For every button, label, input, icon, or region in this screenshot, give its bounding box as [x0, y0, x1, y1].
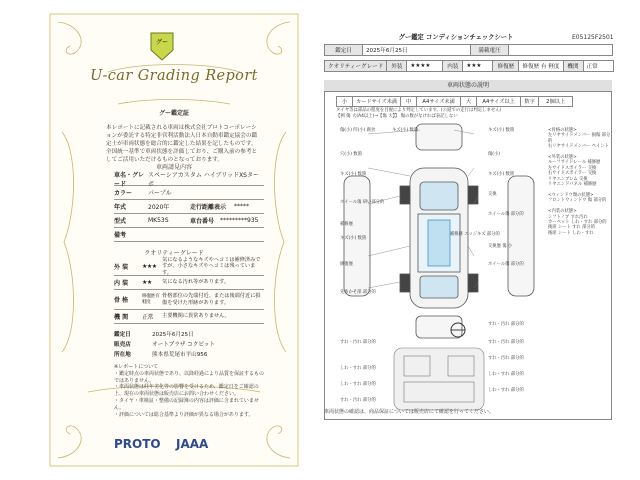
- damage-callout: しわ・すれ 部分的: [340, 366, 376, 371]
- sheet-footer-note: 車両状態の確認は、商品保証については販売店にて確認を行ってください。: [324, 409, 494, 415]
- frame-value: 修復歴 有 軽度: [519, 61, 563, 72]
- proto-logo: PROTO: [114, 437, 161, 451]
- grade-label: 骨 格: [114, 297, 129, 304]
- vehicle-row-model: [114, 214, 264, 228]
- damage-callout: 交換歴 傷 小: [488, 244, 513, 249]
- voltage-value: [509, 45, 613, 56]
- grade-label: 外 装: [114, 264, 129, 271]
- damage-callout: 修復歴: [340, 262, 353, 267]
- appraisal-info-table: [324, 44, 613, 56]
- info-row-dealer: [114, 340, 264, 348]
- voltage-label: 満載電圧: [471, 45, 509, 56]
- legend-medium-desc: A4サイズ未満: [417, 97, 461, 107]
- mileage-value: *****: [234, 203, 249, 210]
- vehicle-row-name: [114, 172, 264, 186]
- grade-engine-status: 正常: [142, 314, 154, 321]
- grade-repair-status: 修復歴 有 軽度: [142, 293, 160, 305]
- damage-callout: ホイール傷 研い部分的: [340, 200, 385, 205]
- condition-summary-list: <骨格の状態> 左リヤサイドメンバー 損傷 部分的 右リヤサイドメンバー ペイント <外装の状態> ルーフサイドレール 補修歴 左サイドスポイラー 交換 右サイドスポイラー 交換 リヤエンブレム 交換 リヤエンドパネル 補修歴 <ウィンドウ類の状態> フロントウィンドウ 傷 部分的 <内装の状態> シフトノブ すれ汚れ カーペット しわ・すれ 部分的 後席 シート すれ 部分的 後席 シート しわ・すれ: [548, 128, 611, 236]
- info-value: 2025年6月25日: [152, 332, 194, 338]
- info-value: オートプラザ コクピット: [152, 342, 215, 348]
- sheet-title: グー鑑定 コンディションチェックシート: [398, 34, 514, 41]
- vehicle-label: カラー: [114, 190, 133, 197]
- quality-grade-label: クオリティーグレード: [325, 61, 387, 72]
- legend-count: 数字: [521, 97, 539, 107]
- damage-callout: すれ・汚れ 部分的: [488, 340, 524, 345]
- damage-callout: しわ・すれ 部分的: [488, 388, 524, 393]
- grade-description: 気になる汚れ等があります。: [162, 279, 230, 286]
- mileage-label: 走行距離表示: [190, 204, 227, 211]
- damage-callout: キズ(小) 数箇: [340, 236, 367, 241]
- damage-callout: 傷(小): [488, 152, 500, 157]
- vehicle-label: 年式: [114, 204, 127, 211]
- legend-small-desc: カードサイズ未満: [353, 97, 401, 107]
- info-value: 熊本県荒尾市平山956: [152, 352, 208, 358]
- damage-callout: キズ(小) 数箇: [340, 172, 367, 177]
- grade-description: 気になるようなキズやヘコミは補修済みですが、小さなキズやヘコミは残っています。: [162, 256, 261, 276]
- grade-description: 骨格部位の先端付近、または後端付近に損傷を受けた形跡があります。: [162, 293, 261, 306]
- info-label: 所在地: [114, 352, 131, 358]
- damage-callout: すれ・汚れ 部分的: [340, 398, 376, 403]
- exterior-label: 外装: [387, 61, 407, 72]
- engine-label: 機関: [563, 61, 583, 72]
- damage-callout: キズ(小) 数箇: [488, 128, 515, 133]
- grade-section-heading: クオリティーグレード: [144, 250, 204, 257]
- damage-callout: すれ・汚れ 部分的: [488, 322, 524, 327]
- vehicle-row-remarks: [114, 228, 264, 242]
- damage-callout: 傷(小) 凹(小) 腐食: [340, 128, 376, 133]
- damage-callout: ホイール傷 部分的: [488, 262, 524, 267]
- grade-label: 機 関: [114, 314, 129, 321]
- damage-callout: ホイール傷 部分的: [488, 212, 524, 217]
- legend-medium: 中: [401, 97, 417, 107]
- grade-stars: ★★: [142, 279, 152, 286]
- vehicle-label: 車名・グレード: [114, 171, 145, 188]
- damage-callout: 補修歴: [340, 222, 353, 227]
- damage-callout: しわ・すれ 部分的: [488, 372, 524, 377]
- goo-appraisal-badge: [148, 30, 176, 62]
- appraisal-date-value: 2025年6月25日: [363, 45, 471, 56]
- damage-callout: しわ・すれ 部分的: [340, 382, 376, 387]
- chassis-label: 車台番号: [190, 218, 215, 225]
- report-script-title: U-car Grading Report: [90, 68, 258, 84]
- grade-description: 主要機関に異常ありません。: [162, 313, 230, 320]
- appraisal-date-label: 鑑定日: [325, 45, 363, 56]
- legend-small: 小: [337, 97, 353, 107]
- damage-callout: すれ・汚れ 部分的: [488, 356, 524, 361]
- certificate-intro: 本レポートに記載される車両は株式会社プロトコーポレーションが委託する特定非営利活動法人日本自動車鑑定協会の鑑定士が車両状態を総合的に鑑定した結果を記したものです。全国統一基準で車両状態を評価しており、ご購入前の参考としてご活用いただけるものとなっております。: [106, 125, 258, 163]
- damage-size-legend: [336, 96, 573, 107]
- vehicle-value: 2020年: [148, 204, 170, 211]
- svg-text:グー: グー: [155, 39, 169, 46]
- grading-certificate: [48, 12, 300, 468]
- grade-row-exterior: [114, 258, 264, 276]
- engine-value: 正常: [583, 61, 613, 72]
- legend-count-desc: 2個以上: [539, 97, 573, 107]
- frame-label: 修復歴: [493, 61, 519, 72]
- grade-row-interior: [114, 276, 264, 290]
- damage-callout: 穴(小) 数箇: [340, 152, 362, 157]
- damage-callout: キズ(小) 数箇: [392, 128, 419, 133]
- grade-row-engine: [114, 310, 264, 324]
- legend-note: タイヤ等は部品の程度を目視により判定しています。(公道での走行は判定しません) 【例 傷 大(A4以上)→【傷 大】】 傷の数がなければ表記しない: [336, 108, 502, 119]
- vehicle-condition-heading: 車両状態の説明: [324, 80, 612, 92]
- grade-row-frame: [114, 290, 264, 310]
- grade-label: 内 装: [114, 280, 129, 287]
- vehicle-section-heading: 車両請見内容: [155, 164, 192, 171]
- interior-stars: ★★★: [463, 61, 493, 72]
- damage-callout: 交換: [488, 192, 497, 197]
- document-id: E05125F2501: [572, 34, 614, 41]
- damage-callout: 先糸かそ部 部分的: [340, 290, 376, 295]
- info-label: 鑑定日: [114, 332, 131, 338]
- vehicle-row-year: [114, 200, 264, 214]
- vehicle-value: MK53S: [148, 217, 169, 224]
- vehicle-value: パープル: [148, 190, 172, 197]
- vehicle-label: 型式: [114, 218, 127, 225]
- legend-large: 大: [461, 97, 477, 107]
- damage-callout: 補修跡 エッジキズ 部分的: [450, 232, 500, 237]
- chassis-value: *********935: [220, 217, 259, 224]
- damage-callout: キズ(小) 数箇: [488, 172, 515, 177]
- exterior-stars: ★★★★: [407, 61, 443, 72]
- legend-large-desc: A4サイズ以上: [477, 97, 521, 107]
- vehicle-label: 備考: [114, 232, 127, 239]
- report-notes: ※レポートについて ・鑑定時点の車両状態であり、以降経過により品質を保証するものではありません。 ・車両状態は経年劣化等の影響を受けるため、鑑定日をご確認の上、現在の車両状態は販売店にお問い合わせください。 ・タイヤ・車検証・整備の記録簿の内容は評価に含まれていません。 ・評価については総合基準より評価が異なる場合があります。: [114, 364, 265, 418]
- jaaa-logo: JAAA: [176, 437, 209, 451]
- quality-grade-table: [324, 60, 614, 72]
- info-label: 販売店: [114, 342, 131, 348]
- grade-stars: ★★★: [142, 263, 157, 270]
- interior-label: 内装: [443, 61, 463, 72]
- interior-seat-diagram: [394, 348, 484, 410]
- vehicle-row-color: [114, 186, 264, 200]
- damage-callout: すれ・汚れ 部分的: [340, 340, 376, 345]
- info-row-address: [114, 350, 264, 358]
- info-row-date: [114, 330, 264, 338]
- vehicle-value: スペーシアカスタム ハイブリッドXSターボ: [148, 171, 259, 188]
- certificate-name: グー鑑定証: [158, 110, 189, 117]
